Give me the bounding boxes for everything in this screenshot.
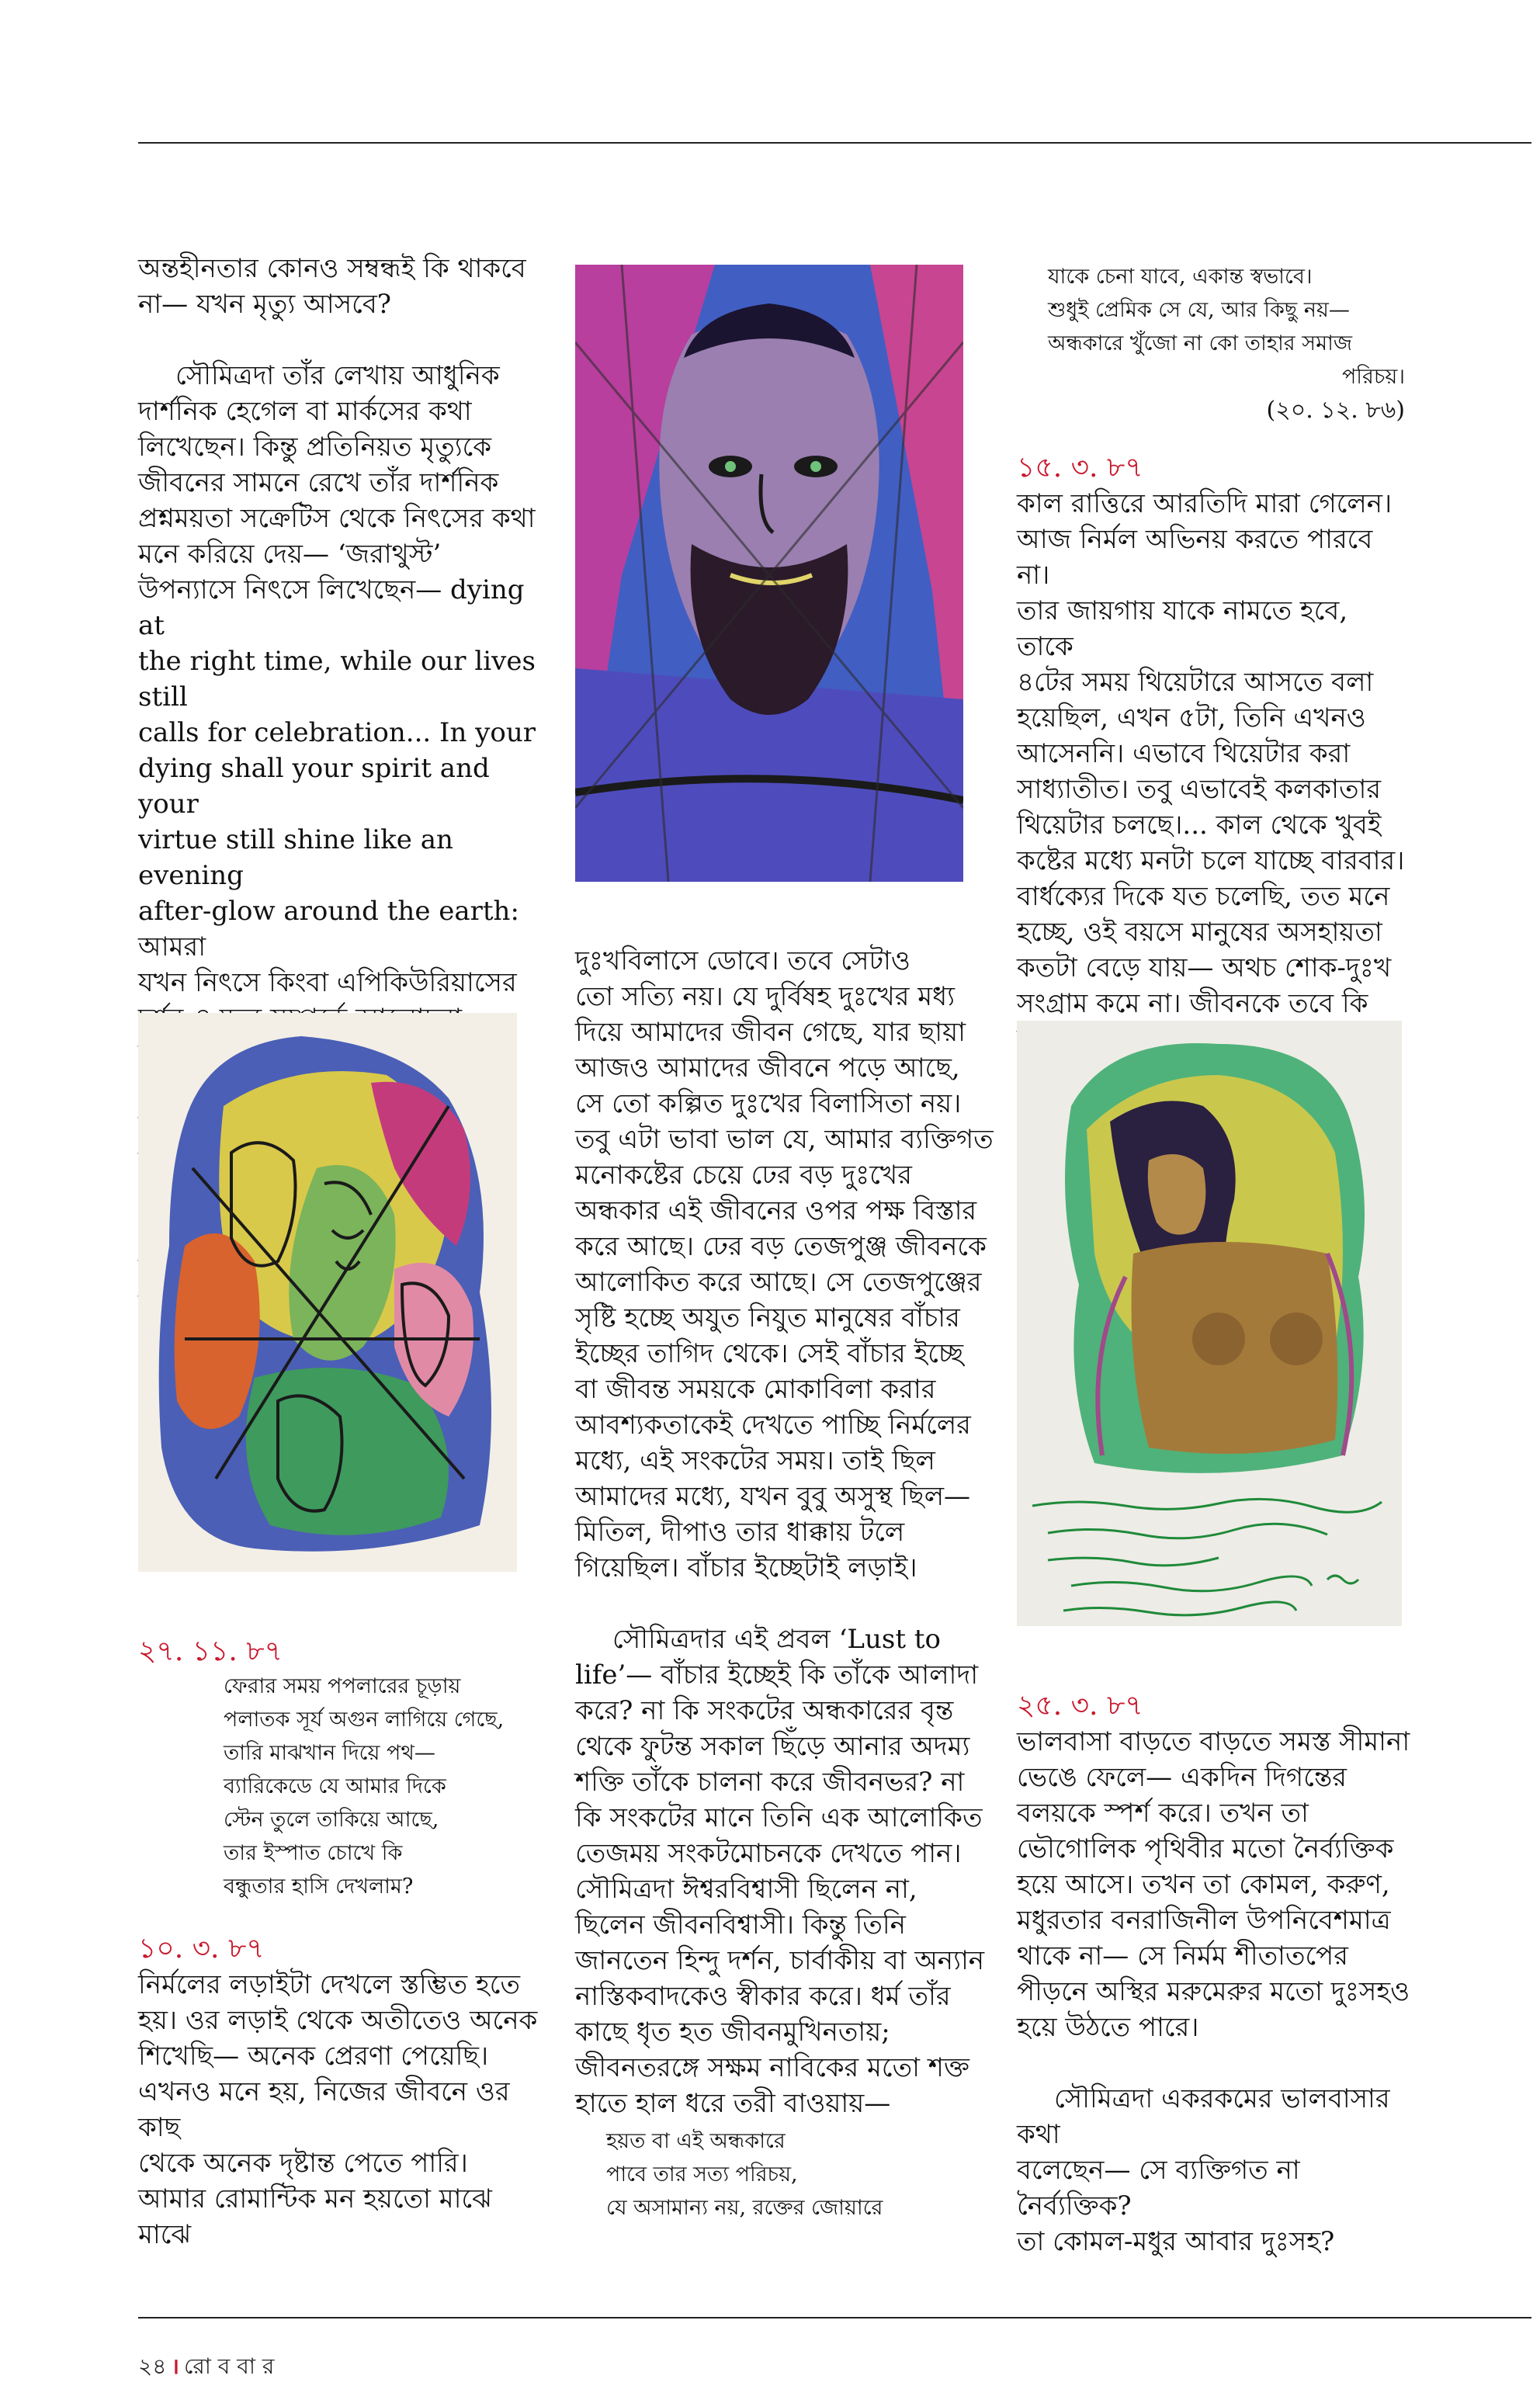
artwork-woman-figure xyxy=(1017,1021,1402,1626)
col1-poem-1: ফেরার সময় পপলারের চূড়ায় পলাতক সূর্য অগুন লাগিয়ে গেছে, তারি মাঝখান দিয়ে পথ— ব্যারিকেডে যে আমার দিকে স্টেন তুলে তাকিয়ে আছে, তার ইস্পাত চোখে কি বন্ধুতার হাসি দেখলাম? xyxy=(224,1674,505,1899)
column-3 xyxy=(1017,260,1405,1093)
artwork-bearded-portrait xyxy=(575,265,963,882)
col3-paragraph-2: ভালবাসা বাড়তে বাড়তে সমস্ত সীমানা ভেঙে ফেলে— একদিন দিগন্তের বলয়কে স্পর্শ করে। তখন তা ভৌগোলিক পৃথিবীর মতো নৈর্ব্যক্তিক হয়ে আসে। তখন তা কোমল, করুণ, মধুরতার বনরাজিনীল উপনিবেশমাত্র থাকে না— সে নির্মম শীতাতপের পীড়নে অস্থির মরুমেরুর মতো দুঃসহও হয়ে উঠতে পারে। xyxy=(1017,1726,1410,2043)
col3-date-1: ১৫. ৩. ৮৭ xyxy=(1017,452,1143,484)
col3-paragraph-1: কাল রাত্তিরে আরতিদি মারা গেলেন। আজ নির্মল অভিনয় করতে পারবে না। তার জায়গায় যাকে নামতে হবে, তাকে ৪টের সময় থিয়েটারে আসতে বলা হয়েছিল, এখন ৫টা, তিনি এখনও আসেননি। এভাবে থিয়েটার করা সাধ্যাতীত। তবু এভাবেই কলকাতার থিয়েটার চলছে।... কাল থেকে খুবই কষ্টের মধ্যে মনটা চলে যাচ্ছে বারবার। বার্ধক্যের দিকে যত চলেছি, তত মনে হচ্ছে, ওই বয়সে মানুষের অসহায়তা কতটা বেড়ে যায়— অথচ শোক-দুঃখ সংগ্রাম কমে না। জীবনকে তবে কি xyxy=(1017,488,1405,1019)
artwork-woman-figure-svg xyxy=(1017,1021,1402,1626)
col2-poem-1: হয়ত বা এই অন্ধকারে পাবে তার সত্য পরিচয়, যে অসামান্য নয়, রক্তের জোয়ারে xyxy=(606,2129,883,2220)
bottom-rule xyxy=(138,2317,1531,2318)
column-3-lower xyxy=(1017,1688,1420,2259)
col1-paragraph-2: সৌমিত্রদা তাঁর লেখায় আধুনিক দার্শনিক হেগেল বা মার্কসের কথা লিখেছেন। কিন্তু প্রতিনিয়ত মৃত্যুকে জীবনের সামনে রেখে তাঁর দার্শনিক প্রশ্নময়তা সক্রেটিস থেকে নিৎসের কথা মনে করিয়ে দেয়— ‘জরাথুস্ট’ উপন্যাসে নিৎসে লিখেছেন— dying at the right time, while our lives still calls for celebration... In your dying shall your spirit and your virtue still shine like an evening after-glow around the earth: আমরা যখন নিৎসে কিংবা এপিকিউরিয়াসের xyxy=(138,360,536,998)
artwork-abstract-faces xyxy=(138,1013,517,1572)
col1-paragraph-1: অন্তহীনতার কোনও সম্বন্ধই কি থাকবে না— যখন মৃত্যু আসবে? xyxy=(138,253,526,320)
col1-paragraph-3: নির্মলের লড়াইটা দেখলে স্তম্ভিত হতে হয়। ওর লড়াই থেকে অতীতেও অনেক শিখেছি— অনেক প্রেরণা পেয়েছি। এখনও মনে হয়, নিজের জীবনে ওর কাছ থেকে অনেক দৃষ্টান্ত পেতে পারি। আমার রোমান্টিক মন হয়তো মাঝে মাঝে xyxy=(138,1969,538,2250)
magazine-name: রো ব বা র xyxy=(184,2353,275,2379)
page-footer xyxy=(138,2350,274,2386)
col3-date-2: ২৫. ৩. ৮৭ xyxy=(1017,1690,1143,1722)
page-number: ২৪ xyxy=(138,2353,167,2379)
column-2 xyxy=(575,943,994,2225)
col3-paragraph-3: সৌমিত্রদা একরকমের ভালবাসার কথা বলেছেন— সে ব্যক্তিগত না নৈর্ব্যক্তিক? তা কোমল-মধুর আবার দুঃসহ? xyxy=(1017,2083,1390,2257)
col3-poem-1: যাকে চেনা যাবে, একান্ত স্বভাবে। শুধুই প্রেমিক সে যে, আর কিছু নয়— অন্ধকারে খুঁজো না কো তাহার সমাজ xyxy=(1048,265,1353,355)
col3-poem-1-end: পরিচয়। xyxy=(1341,365,1405,389)
col1-date-1: ২৭. ১১. ৮৭ xyxy=(138,1635,283,1667)
footer-separator: । xyxy=(171,2353,179,2379)
artwork-abstract-faces-svg xyxy=(138,1013,517,1572)
artwork-bearded-portrait-svg xyxy=(575,265,963,882)
col2-paragraph-2: সৌমিত্রদার এই প্রবল ‘Lust to life’— বাঁচার ইচ্ছেই কি তাঁকে আলাদা করে? না কি সংকটের অন্ধকারের বৃন্ত থেকে ফুটন্ত সকাল ছিঁড়ে আনার অদম্য শক্তি তাঁকে চালনা করে জীবনভর? না কি সংকটের মানে তিনি এক আলোকিত তেজময় সংকটমোচনকে দেখতে পান। সৌমিত্রদা ঈশ্বরবিশ্বাসী ছিলেন না, ছিলেন জীবনবিশ্বাসী। কিন্তু তিনি জানতেন হিন্দু দর্শন, চার্বাকীয় বা অন্যান নাস্তিকবাদকেও স্বীকার করে। ধর্ম তাঁর কাছে ধৃত হত জীবনমুখিনতায়; জীবনতরঙ্গে সক্ষম নাবিকের মতো শক্ত হাতে হাল ধরে তরী বাওয়ায়— xyxy=(575,1624,985,2119)
col3-poem-1-date: (২০. ১২. ৮৬) xyxy=(1266,397,1405,424)
top-rule xyxy=(138,142,1531,144)
column-1-lower xyxy=(138,1634,542,2253)
col2-paragraph-1: দুঃখবিলাসে ডোবে। তবে সেটাও তো সত্যি নয়। যে দুর্বিষহ দুঃখের মধ্য দিয়ে আমাদের জীবন গেছে, যার ছায়া আজও আমাদের জীবনে পড়ে আছে, সে তো কল্পিত দুঃখের বিলাসিতা নয়। তবু এটা ভাবা ভাল যে, আমার ব্যক্তিগত মনোকষ্টের চেয়ে ঢের বড় দুঃখের অন্ধকার এই জীবনের ওপর পক্ষ বিস্তার করে আছে। ঢের বড় তেজপুঞ্জ জীবনকে আলোকিত করে আছে। সে তেজপুঞ্জের সৃষ্টি হচ্ছে অযুত নিযুত মানুষের বাঁচার ইচ্ছের তাগিদ থেকে। সেই বাঁচার ইচ্ছে বা জীবন্ত সময়কে মোকাবিলা করার আবশ্যকতাকেই দেখতে পাচ্ছি নির্মলের মধ্যে, এই সংকটের সময়। তাই ছিল আমাদের মধ্যে, যখন বুবু অসুস্থ ছিল— মিতিল, দীপাও তার ধাক্কায় টলে গিয়েছিল। বাঁচার ইচ্ছেটাই লড়াই। xyxy=(575,945,994,1583)
col1-date-2: ১০. ৩. ৮৭ xyxy=(138,1933,265,1965)
